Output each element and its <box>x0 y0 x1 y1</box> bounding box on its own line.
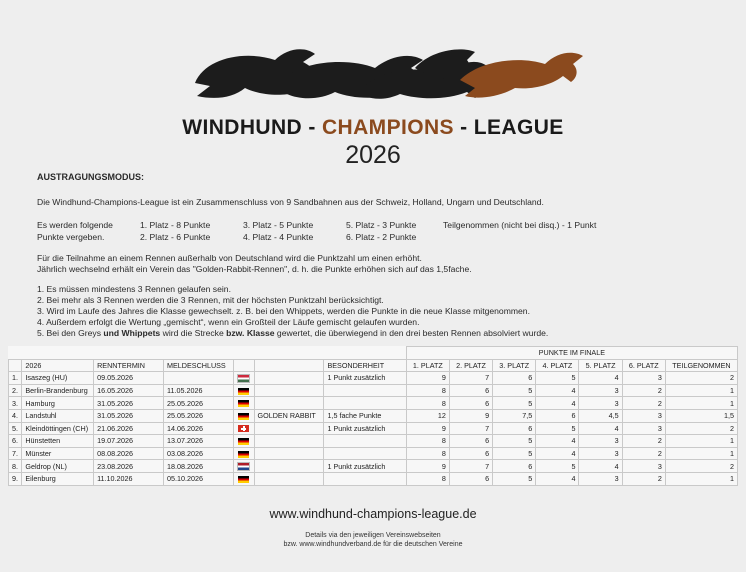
place-points-cell: 4 <box>579 460 622 473</box>
race-date: 31.05.2026 <box>94 409 164 422</box>
place-points-cell: 7 <box>449 422 492 435</box>
website-link[interactable]: www.windhund-champions-league.de <box>269 507 477 521</box>
track-name: Kleindöttingen (CH) <box>22 422 94 435</box>
table-row <box>9 397 738 410</box>
participation-points-cell: 1 <box>665 472 737 485</box>
column-header: 4. PLATZ <box>536 359 579 372</box>
rule5-text: wird die Strecke <box>160 328 227 338</box>
country-flag <box>233 435 254 448</box>
race-schedule-table <box>8 346 738 486</box>
place-points-cell: 8 <box>406 397 449 410</box>
place-points-cell: 7,5 <box>493 409 536 422</box>
place-points-cell: 9 <box>406 460 449 473</box>
column-header: 2. PLATZ <box>449 359 492 372</box>
column-header: 1. PLATZ <box>406 359 449 372</box>
note-golden-rabbit: Jährlich wechselnd erhält ein Verein das "Golden-Rabbit-Rennen", d. h. die Punkte erhöhen sich auf das 1,5fache. <box>37 264 472 274</box>
participation-points-cell: 1 <box>665 384 737 397</box>
place-points-cell: 4 <box>579 422 622 435</box>
track-name: Landstuhl <box>22 409 94 422</box>
country-flag <box>233 397 254 410</box>
race-date: 08.08.2026 <box>94 447 164 460</box>
place-points-cell: 6 <box>449 435 492 448</box>
place-points-cell: 8 <box>406 435 449 448</box>
de-flag-icon <box>238 413 249 420</box>
race-date: 09.05.2026 <box>94 372 164 385</box>
place-points-cell: 3 <box>622 460 665 473</box>
place-points-cell: 5 <box>493 397 536 410</box>
place-points-cell: 2 <box>622 384 665 397</box>
note-abroad: Für die Teilnahme an einem Rennen außerhalb von Deutschland wird die Punktzahl um einen erhöht. <box>37 253 422 263</box>
column-header: 6. PLATZ <box>622 359 665 372</box>
row-number: 1. <box>9 372 22 385</box>
race-tag: GOLDEN RABBIT <box>254 409 324 422</box>
column-header: TEILGENOMMEN <box>665 359 737 372</box>
track-name: Hamburg <box>22 397 94 410</box>
rule5-bold: und Whippets <box>103 328 161 338</box>
table-row <box>9 447 738 460</box>
place-points-cell: 9 <box>449 409 492 422</box>
track-name: Isaszeg (HU) <box>22 372 94 385</box>
rule5-bold: bzw. Klasse <box>226 328 275 338</box>
de-flag-icon <box>238 476 249 483</box>
participation-points-cell: 1 <box>665 397 737 410</box>
place-points-cell: 6 <box>449 472 492 485</box>
country-flag <box>233 372 254 385</box>
de-flag-icon <box>238 388 249 395</box>
race-tag <box>254 384 324 397</box>
entry-deadline: 25.05.2026 <box>164 409 234 422</box>
table-row <box>9 384 738 397</box>
race-special <box>324 397 406 410</box>
race-date: 19.07.2026 <box>94 435 164 448</box>
place-points-cell: 6 <box>449 397 492 410</box>
mode-heading: AUSTRAGUNGSMODUS: <box>37 172 144 182</box>
rule5-text: gewertet, die überwiegend in den drei besten Rennen absolviert wurde. <box>274 328 549 338</box>
participation-points-cell: 1 <box>665 447 737 460</box>
race-special <box>324 447 406 460</box>
hu-flag-icon <box>237 374 250 383</box>
table-row <box>9 372 738 385</box>
place-points-cell: 5 <box>493 384 536 397</box>
race-date: 31.05.2026 <box>94 397 164 410</box>
table-header-row <box>9 359 738 372</box>
place-points-cell: 2 <box>622 472 665 485</box>
row-number: 9. <box>9 472 22 485</box>
participation-points-cell: 1 <box>665 435 737 448</box>
title-part-3: - LEAGUE <box>453 116 564 139</box>
entry-deadline: 14.06.2026 <box>164 422 234 435</box>
participated-points: Teilgenommen (nicht bei disq.) - 1 Punkt <box>443 220 597 230</box>
place-points-cell: 4 <box>536 384 579 397</box>
participation-points-cell: 2 <box>665 460 737 473</box>
title-part-1: WINDHUND - <box>182 116 322 139</box>
column-header: BESONDERHEIT <box>324 359 406 372</box>
entry-deadline: 05.10.2026 <box>164 472 234 485</box>
rule-item: 1. Es müssen mindestens 3 Rennen gelaufen sein. <box>37 284 231 294</box>
country-flag <box>233 472 254 485</box>
place-points-cell: 5 <box>493 435 536 448</box>
country-flag <box>233 384 254 397</box>
league-year: 2026 <box>345 141 401 169</box>
race-date: 21.06.2026 <box>94 422 164 435</box>
place-points-cell: 4 <box>536 472 579 485</box>
points-label-2: Punkte vergeben. <box>37 232 105 242</box>
place-points-cell: 5 <box>536 460 579 473</box>
track-name: Geldrop (NL) <box>22 460 94 473</box>
place-points-cell: 5 <box>536 372 579 385</box>
column-header: MELDESCHLUSS <box>164 359 234 372</box>
footer-line-1: Details via den jeweiligen Vereinswebseiten <box>305 532 441 539</box>
race-special: 1,5 fache Punkte <box>324 409 406 422</box>
place-points-cell: 6 <box>493 460 536 473</box>
track-name: Hünstetten <box>22 435 94 448</box>
nl-flag-icon <box>237 462 250 471</box>
table-group-row <box>9 347 738 360</box>
race-tag <box>254 397 324 410</box>
place-points-cell: 9 <box>406 422 449 435</box>
participation-points-cell: 2 <box>665 422 737 435</box>
row-number: 8. <box>9 460 22 473</box>
place-points-cell: 9 <box>406 372 449 385</box>
place-points-cell: 6 <box>449 447 492 460</box>
rule-item: 2. Bei mehr als 3 Rennen werden die 3 Rennen, mit der höchsten Punktzahl berücksichtigt. <box>37 295 384 305</box>
place-points-cell: 2 <box>622 397 665 410</box>
de-flag-icon <box>238 451 249 458</box>
place-points-cell: 3 <box>622 372 665 385</box>
rule-item: 3. Wird im Laufe des Jahres die Klasse gewechselt. z. B. bei den Whippets, werden die Punkte in die neue Klasse mitgenommen. <box>37 306 530 316</box>
race-date: 16.05.2026 <box>94 384 164 397</box>
de-flag-icon <box>238 438 249 445</box>
row-number: 6. <box>9 435 22 448</box>
country-flag <box>233 422 254 435</box>
place-points-cell: 4,5 <box>579 409 622 422</box>
place-points-cell: 3 <box>579 435 622 448</box>
race-date: 11.10.2026 <box>94 472 164 485</box>
place-points-cell: 4 <box>536 435 579 448</box>
race-special: 1 Punkt zusätzlich <box>324 372 406 385</box>
place-points-cell: 3 <box>579 472 622 485</box>
place-points-cell: 8 <box>406 447 449 460</box>
rule5-text: 5. Bei den Greys <box>37 328 104 338</box>
points-item: 3. Platz - 5 Punkte <box>243 220 314 230</box>
race-tag <box>254 372 324 385</box>
place-points-cell: 6 <box>449 384 492 397</box>
column-header: 2026 <box>22 359 94 372</box>
entry-deadline: 18.08.2026 <box>164 460 234 473</box>
place-points-cell: 12 <box>406 409 449 422</box>
race-date: 23.08.2026 <box>94 460 164 473</box>
entry-deadline: 11.05.2026 <box>164 384 234 397</box>
column-header: 5. PLATZ <box>579 359 622 372</box>
place-points-cell: 4 <box>579 372 622 385</box>
running-greyhounds-logo <box>175 38 585 108</box>
league-title <box>0 116 746 140</box>
race-tag <box>254 422 324 435</box>
place-points-cell: 5 <box>493 447 536 460</box>
empty-cell <box>9 347 407 360</box>
track-name: Münster <box>22 447 94 460</box>
place-points-cell: 6 <box>493 372 536 385</box>
place-points-cell: 2 <box>622 447 665 460</box>
rule-item: 4. Außerdem erfolgt die Wertung „gemischt“, wenn ein Großteil der Läufe gemischt gelaufen wurden. <box>37 317 420 327</box>
table-row <box>9 472 738 485</box>
place-points-cell: 7 <box>449 372 492 385</box>
place-points-cell: 8 <box>406 472 449 485</box>
points-item: 2. Platz - 6 Punkte <box>140 232 211 242</box>
points-item: 5. Platz - 3 Punkte <box>346 220 417 230</box>
intro-text: Die Windhund-Champions-League ist ein Zusammenschluss von 9 Sandbahnen aus der Schweiz, Holland, Ungarn und Deutschland. <box>37 197 544 207</box>
entry-deadline: 13.07.2026 <box>164 435 234 448</box>
rule-item-5 <box>37 328 548 339</box>
race-tag <box>254 472 324 485</box>
participation-points-cell: 2 <box>665 372 737 385</box>
place-points-cell: 3 <box>579 397 622 410</box>
footer-line-2: bzw. www.windhundverband.de für die deutschen Vereine <box>283 541 463 548</box>
race-special: 1 Punkt zusätzlich <box>324 422 406 435</box>
race-tag <box>254 447 324 460</box>
place-points-cell: 5 <box>493 472 536 485</box>
entry-deadline: 03.08.2026 <box>164 447 234 460</box>
race-tag <box>254 435 324 448</box>
row-number: 4. <box>9 409 22 422</box>
row-number: 3. <box>9 397 22 410</box>
place-points-cell: 3 <box>622 409 665 422</box>
place-points-cell: 3 <box>622 422 665 435</box>
column-header <box>9 359 22 372</box>
row-number: 7. <box>9 447 22 460</box>
place-points-cell: 3 <box>579 447 622 460</box>
place-points-cell: 8 <box>406 384 449 397</box>
place-points-cell: 3 <box>579 384 622 397</box>
table-row <box>9 409 738 422</box>
column-header: 3. PLATZ <box>493 359 536 372</box>
finale-points-header: PUNKTE IM FINALE <box>406 347 737 360</box>
place-points-cell: 6 <box>536 409 579 422</box>
country-flag <box>233 447 254 460</box>
ch-flag-icon <box>238 425 249 432</box>
entry-deadline <box>164 372 234 385</box>
column-header: RENNTERMIN <box>94 359 164 372</box>
place-points-cell: 6 <box>493 422 536 435</box>
track-name: Eilenburg <box>22 472 94 485</box>
track-name: Berlin-Brandenburg <box>22 384 94 397</box>
row-number: 5. <box>9 422 22 435</box>
participation-points-cell: 1,5 <box>665 409 737 422</box>
place-points-cell: 5 <box>536 422 579 435</box>
row-number: 2. <box>9 384 22 397</box>
table-row <box>9 422 738 435</box>
place-points-cell: 7 <box>449 460 492 473</box>
column-header <box>254 359 324 372</box>
race-special <box>324 435 406 448</box>
country-flag <box>233 460 254 473</box>
race-tag <box>254 460 324 473</box>
race-special <box>324 384 406 397</box>
table-row <box>9 460 738 473</box>
table-row <box>9 435 738 448</box>
place-points-cell: 4 <box>536 397 579 410</box>
race-special <box>324 472 406 485</box>
points-item: 1. Platz - 8 Punkte <box>140 220 211 230</box>
place-points-cell: 4 <box>536 447 579 460</box>
points-label-1: Es werden folgende <box>37 220 113 230</box>
de-flag-icon <box>238 400 249 407</box>
points-item: 4. Platz - 4 Punkte <box>243 232 314 242</box>
title-champions: CHAMPIONS <box>321 116 454 139</box>
points-item: 6. Platz - 2 Punkte <box>346 232 417 242</box>
country-flag <box>233 409 254 422</box>
column-header <box>233 359 254 372</box>
entry-deadline: 25.05.2026 <box>164 397 234 410</box>
race-special: 1 Punkt zusätzlich <box>324 460 406 473</box>
place-points-cell: 2 <box>622 435 665 448</box>
